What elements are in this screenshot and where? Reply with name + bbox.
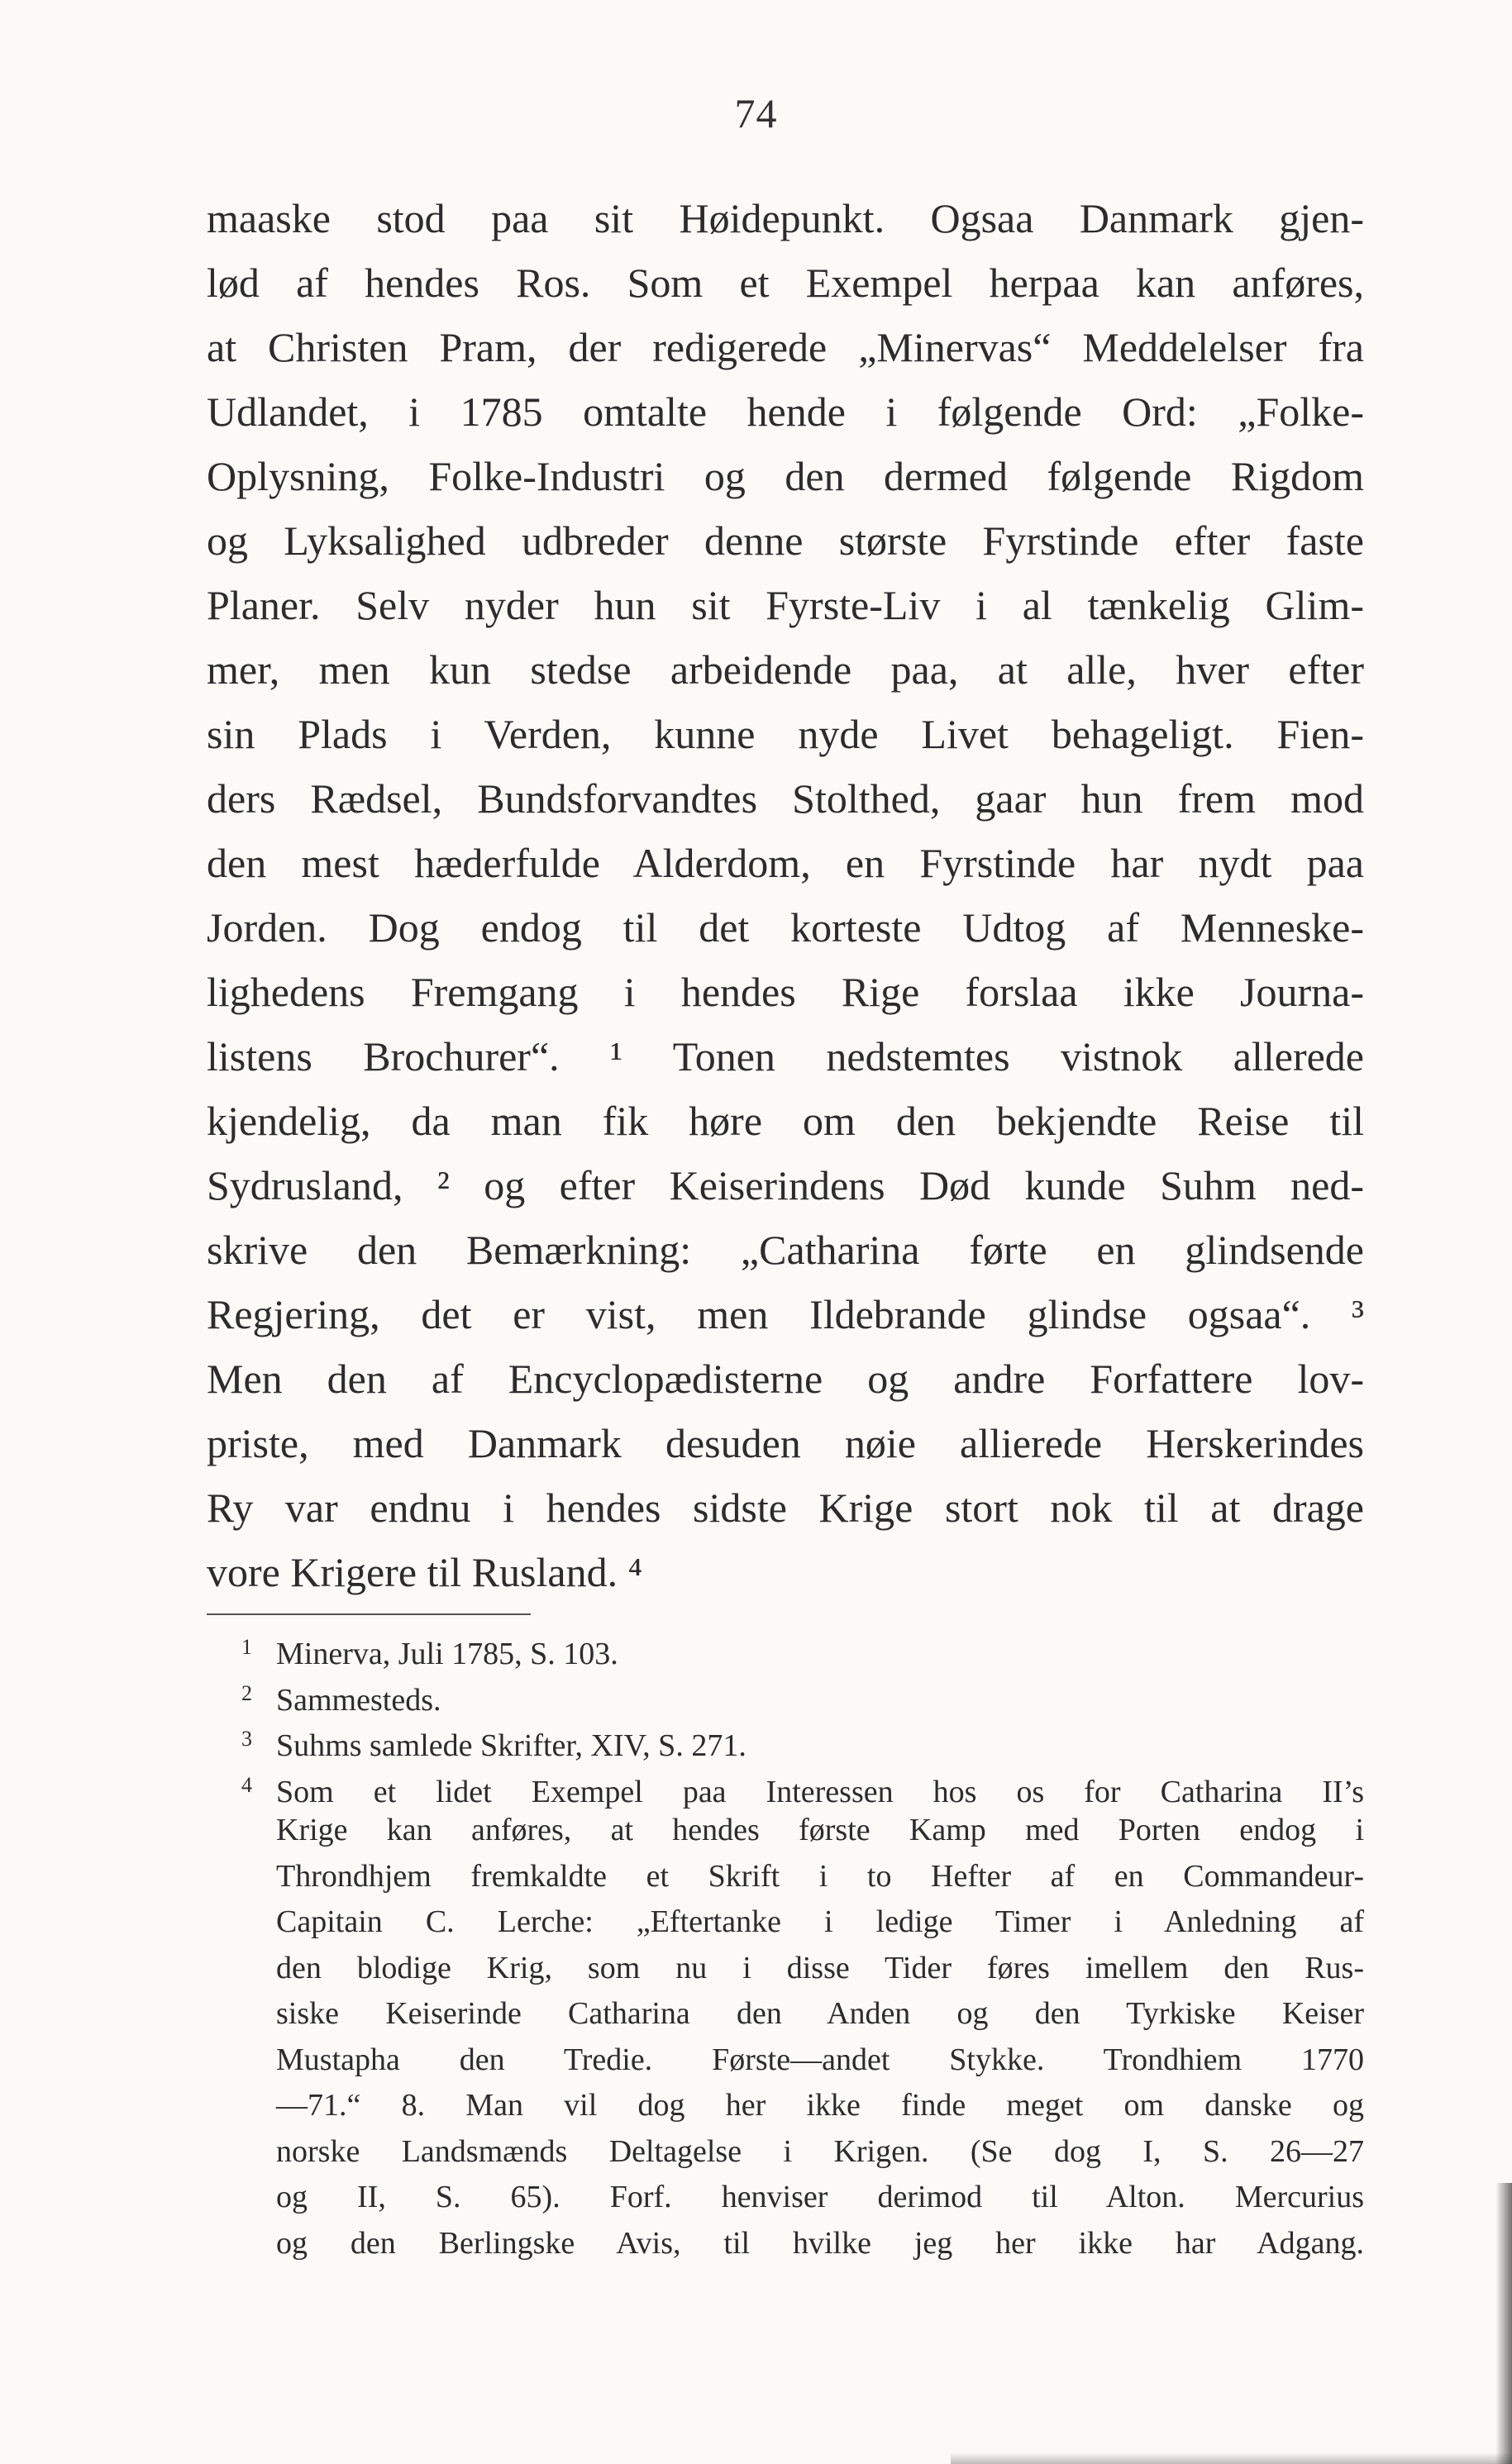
body-line: ders Rædsel, Bundsforvandtes Stolthed, gaar hun frem mod [207, 775, 1364, 822]
body-line: priste, med Danmark desuden nøie allierede Herskerindes [207, 1420, 1364, 1466]
footnote-text: Suhms samlede Skrifter, XIV, S. 271. [276, 1728, 746, 1763]
footnote-line: og II, S. 65). Forf. henviser derimod til Alton. Mercurius [276, 2180, 1364, 2214]
body-line: sin Plads i Verden, kunne nyde Livet behageligt. Fien- [207, 711, 1364, 757]
footnote-text: Minerva, Juli 1785, S. 103. [276, 1637, 618, 1671]
body-line: Regjering, det er vist, men Ildebrande glindse ogsaa“. ³ [207, 1291, 1364, 1337]
footnote-line: og den Berlingske Avis, til hvilke jeg her ikke har Adgang. [276, 2225, 1364, 2261]
body-line: at Christen Pram, der redigerede „Minervas“ Meddelelser fra [207, 324, 1364, 370]
footnote-line: Capitain C. Lerche: „Eftertanke i ledige Timer i Anledning af [276, 1904, 1364, 1939]
footnote-2 [207, 1670, 1364, 1717]
footnote-line: —71.“ 8. Man vil dog her ikke finde meget om danske og [276, 2088, 1364, 2123]
footnote-3 [207, 1716, 1364, 1762]
footnote-line: Mustapha den Tredie. Første—andet Stykke. Trondhiem 1770 [276, 2042, 1364, 2077]
body-line: Oplysning, Folke-Industri og den dermed følgende Rigdom [207, 453, 1364, 499]
footnote-marker: 1 [241, 1635, 252, 1659]
page-edge-shadow [1495, 2183, 1512, 2464]
body-line: Udlandet, i 1785 omtalte hende i følgende Ord: „Folke- [207, 388, 1364, 435]
body-line: skrive den Bemærkning: „Catharina førte en glindsende [207, 1227, 1364, 1273]
body-line: Planer. Selv nyder hun sit Fyrste-Liv i al tænkelig Glim- [207, 582, 1364, 628]
footnote-text: Sammesteds. [276, 1682, 441, 1718]
body-line: og Lyksalighed udbreder denne største Fyrstinde efter faste [207, 517, 1364, 564]
page-number: 74 [734, 90, 778, 136]
footnote-line: siske Keiserinde Catharina den Anden og den Tyrkiske Keiser [276, 1996, 1364, 2031]
footnotes [207, 1624, 1364, 2266]
body-line: vore Krigere til Rusland. ⁴ [207, 1549, 643, 1595]
footnote-line: norske Landsmænds Deltagelse i Krigen. (Se dog I, S. 26—27 [276, 2133, 1364, 2169]
body-line: lighedens Fremgang i hendes Rige forslaa ikke Journa- [207, 969, 1364, 1015]
footnote-line: Throndhjem fremkaldte et Skrift i to Hefter af en Commandeur- [276, 1858, 1364, 1894]
body-line: lød af hendes Ros. Som et Exempel herpaa kan anføres, [207, 260, 1364, 306]
footnote-1 [207, 1624, 1364, 1670]
footnote-line: den blodige Krig, som nu i disse Tider føres imellem den Rus- [276, 1950, 1364, 1985]
body-line: Men den af Encyclopædisterne og andre Forfattere lov- [207, 1356, 1364, 1402]
footnote-marker: 4 [241, 1772, 252, 1797]
body-line: den mest hæderfulde Alderdom, en Fyrstinde har nydt paa [207, 840, 1364, 886]
footnote-rule [207, 1613, 531, 1615]
page-bottom-shadow [951, 2452, 1512, 2464]
body-line: kjendelig, da man fik høre om den bekjendte Reise til [207, 1098, 1364, 1144]
body-line: maaske stod paa sit Høidepunkt. Ogsaa Danmark gjen- [207, 195, 1364, 241]
footnote-text: Som et lidet Exempel paa Interessen hos os for Catharina II’s [276, 1774, 1364, 1809]
footnote-marker: 3 [241, 1727, 252, 1751]
body-line: mer, men kun stedse arbeidende paa, at alle, hver efter [207, 646, 1364, 693]
body-line: Ry var endnu i hendes sidste Krige stort nok til at drage [207, 1485, 1364, 1531]
footnote-line: Krige kan anføres, at hendes første Kamp med Porten endog i [276, 1813, 1364, 1847]
body-line: Sydrusland, ² og efter Keiserindens Død kunde Suhm ned- [207, 1162, 1364, 1208]
body-text [207, 186, 1364, 1604]
footnote-4 [207, 1762, 1364, 1809]
body-line: Jorden. Dog endog til det korteste Udtog af Menneske- [207, 904, 1364, 951]
footnote-marker: 2 [241, 1680, 252, 1705]
body-line: listens Brochurer“. ¹ Tonen nedstemtes vistnok allerede [207, 1033, 1364, 1079]
